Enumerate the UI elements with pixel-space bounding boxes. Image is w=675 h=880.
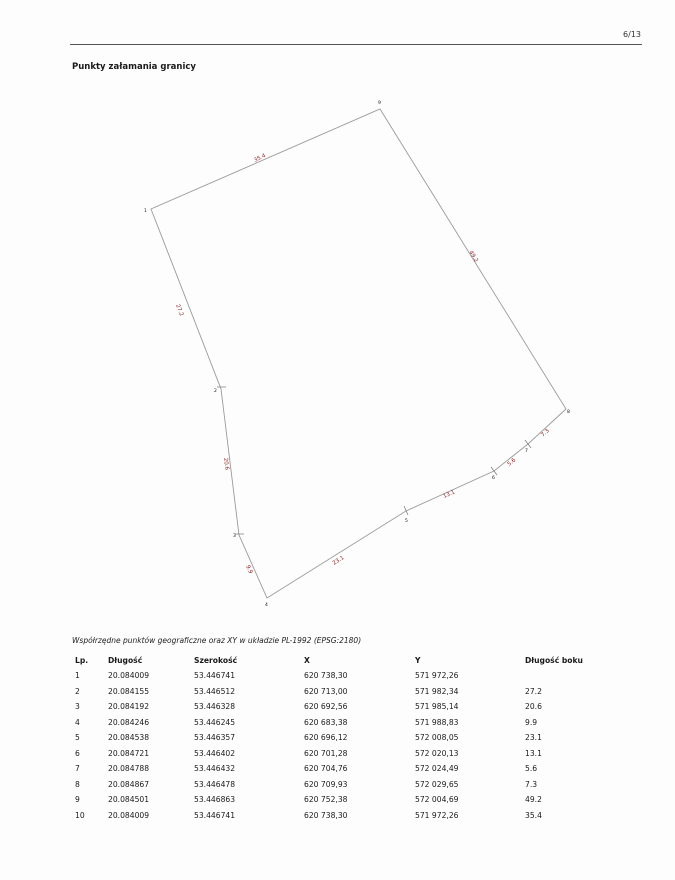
cell-longitude: 20.084501 [108, 795, 150, 805]
edge-length-label: 49.2 [467, 249, 479, 264]
cell-latitude: 53.446478 [194, 779, 236, 789]
cell-x: 620 701,28 [304, 748, 348, 758]
vertex-label: 2 [214, 389, 217, 394]
cell-x: 620 752,38 [304, 795, 348, 805]
edge-length-label: 5.6 [506, 457, 518, 468]
cell-side-length: 13.1 [525, 748, 542, 758]
cell-y: 572 008,05 [415, 733, 459, 743]
cell-latitude: 53.446863 [194, 795, 236, 805]
header-lp: Lp. [75, 655, 89, 665]
cell-x: 620 709,93 [304, 779, 348, 789]
cell-x: 620 683,38 [304, 717, 348, 727]
header-latitude: Szerokość [194, 655, 238, 665]
cell-y: 571 972,26 [415, 671, 459, 681]
cell-side-length: 23.1 [525, 733, 542, 743]
vertex-label: 1 [144, 209, 147, 214]
cell-side-length: 7.3 [525, 779, 538, 789]
cell-x: 620 704,76 [304, 764, 348, 774]
cell-y: 571 988,83 [415, 717, 459, 727]
cell-y: 571 985,14 [415, 702, 459, 712]
header-side-length: Długość boku [525, 655, 583, 665]
vertex-label: 3 [233, 534, 236, 539]
cell-longitude: 20.084009 [108, 671, 150, 681]
header-longitude: Długość [108, 655, 143, 665]
cell-side-length: 20.6 [525, 702, 542, 712]
cell-x: 620 692,56 [304, 702, 348, 712]
vertex-label: 8 [567, 410, 570, 415]
vertex-label: 9 [378, 101, 381, 106]
section-title: Punkty załamania granicy [72, 62, 196, 72]
cell-side-length: 9.9 [525, 717, 538, 727]
cell-side-length [525, 668, 605, 684]
cell-longitude: 20.084788 [108, 764, 150, 774]
edge-length-label: 20.6 [222, 457, 230, 471]
cell-lp: 10 [75, 810, 85, 820]
vertex-label: 5 [405, 519, 408, 524]
table-row [70, 668, 605, 684]
page-number: 6/13 [623, 30, 641, 39]
cell-lp: 7 [75, 764, 80, 774]
cell-longitude: 20.084538 [108, 733, 150, 743]
header-y: Y [415, 655, 421, 665]
table-row [70, 699, 605, 715]
cell-latitude: 53.446245 [194, 717, 236, 727]
edge-length-label: 9.9 [244, 564, 254, 575]
table-row [70, 792, 605, 808]
cell-side-length: 27.2 [525, 686, 542, 696]
cell-latitude: 53.446402 [194, 748, 236, 758]
cell-lp: 5 [75, 733, 80, 743]
edge-length-label: 23.1 [331, 555, 346, 567]
cell-longitude: 20.084246 [108, 717, 150, 727]
table-row [70, 808, 605, 824]
cell-x: 620 713,00 [304, 686, 348, 696]
cell-x: 620 696,12 [304, 733, 348, 743]
cell-y: 572 029,65 [415, 779, 459, 789]
edge-length-label: 13.1 [442, 489, 457, 500]
cell-longitude: 20.084155 [108, 686, 150, 696]
edge-length-label: 7.3 [540, 428, 551, 439]
cell-longitude: 20.084867 [108, 779, 150, 789]
coordinates-table [70, 652, 605, 823]
cell-longitude: 20.084192 [108, 702, 150, 712]
vertex-label: 7 [525, 449, 528, 454]
cell-y: 572 004,69 [415, 795, 459, 805]
cell-lp: 4 [75, 717, 80, 727]
cell-longitude: 20.084721 [108, 748, 150, 758]
cell-y: 571 972,26 [415, 810, 459, 820]
edge-length-label: 27.2 [174, 303, 185, 318]
vertex-label: 4 [265, 603, 268, 608]
cell-x: 620 738,30 [304, 810, 348, 820]
cell-y: 572 020,13 [415, 748, 459, 758]
table-header-row [70, 652, 605, 668]
vertex-label: 6 [492, 476, 495, 481]
cell-lp: 1 [75, 671, 80, 681]
table-row [70, 746, 605, 762]
cell-lp: 8 [75, 779, 80, 789]
cell-y: 571 982,34 [415, 686, 459, 696]
edge-length-label: 35.4 [253, 153, 267, 164]
cell-latitude: 53.446432 [194, 764, 236, 774]
table-row [70, 777, 605, 793]
header-x: X [304, 655, 310, 665]
cell-latitude: 53.446357 [194, 733, 236, 743]
cell-lp: 9 [75, 795, 80, 805]
table-row [70, 715, 605, 731]
cell-side-length: 5.6 [525, 764, 538, 774]
cell-latitude: 53.446512 [194, 686, 236, 696]
vertex-tick [525, 440, 531, 448]
table-row [70, 761, 605, 777]
table-caption: Współrzędne punktów geograficzne oraz XY w układzie PL-1992 (EPSG:2180) [72, 636, 362, 645]
cell-latitude: 53.446741 [194, 671, 236, 681]
cell-longitude: 20.084009 [108, 810, 150, 820]
cell-latitude: 53.446741 [194, 810, 236, 820]
cell-latitude: 53.446328 [194, 702, 236, 712]
cell-lp: 2 [75, 686, 80, 696]
vertex-tick [491, 467, 497, 475]
table-row [70, 684, 605, 700]
cell-side-length: 35.4 [525, 810, 542, 820]
table-row [70, 730, 605, 746]
parcel-boundary-polygon [151, 109, 566, 598]
cell-lp: 3 [75, 702, 80, 712]
cell-x: 620 738,30 [304, 671, 348, 681]
cell-side-length: 49.2 [525, 795, 542, 805]
cell-lp: 6 [75, 748, 80, 758]
cell-y: 572 024,49 [415, 764, 459, 774]
